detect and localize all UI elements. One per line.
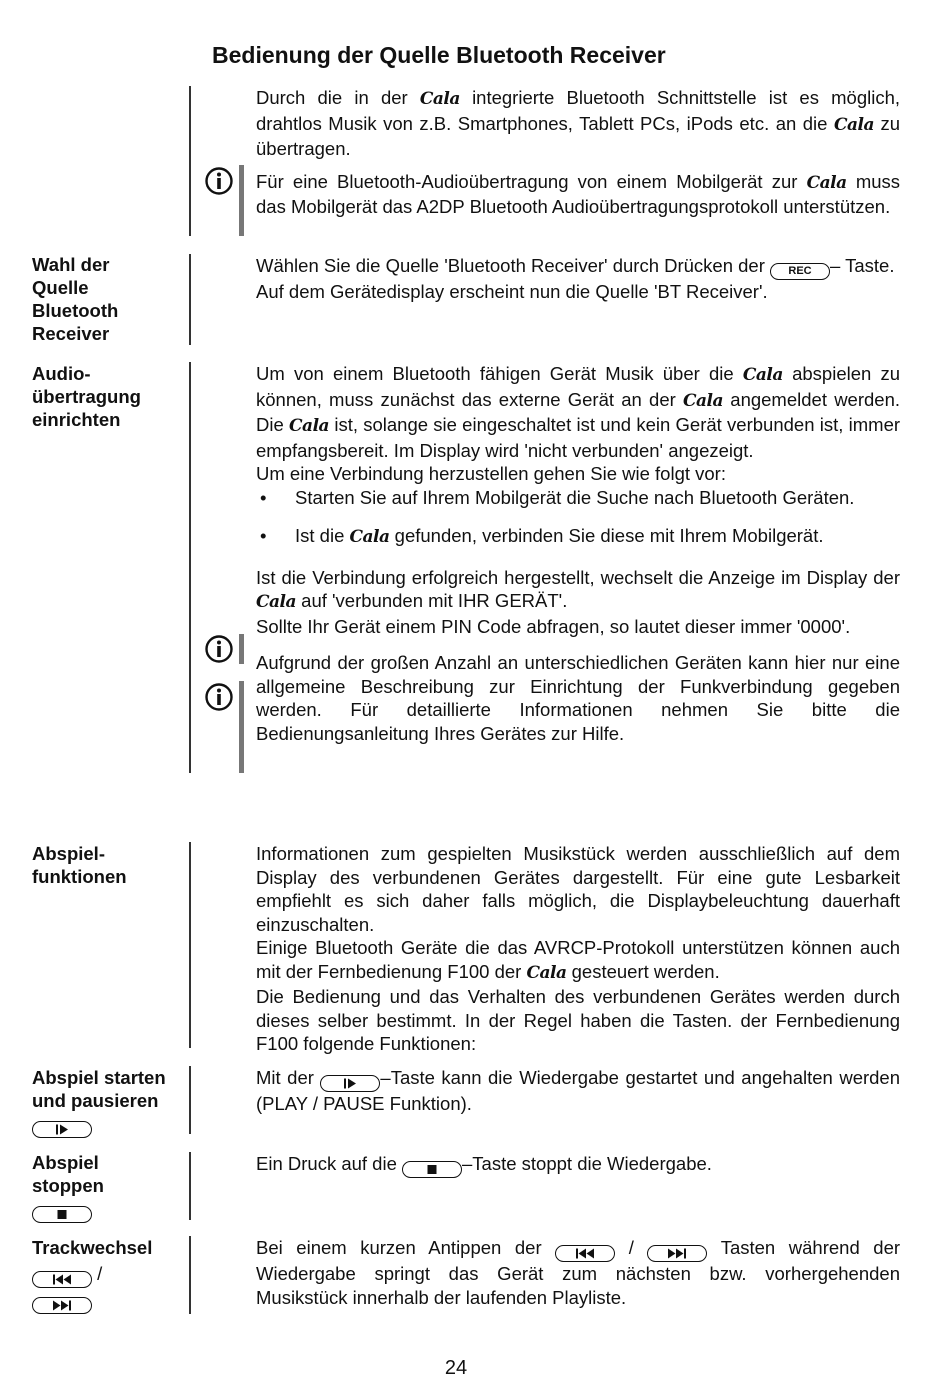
cala-logo: Cala	[419, 89, 460, 109]
play-pause-key	[320, 1075, 380, 1092]
intro-text-c: zu übertragen.	[256, 112, 900, 159]
play-text	[256, 1066, 900, 1116]
skip-previous-icon	[51, 1274, 73, 1285]
heading-line: Quelle	[32, 277, 89, 298]
section-divider	[189, 362, 191, 773]
info-icon	[205, 683, 233, 711]
wahl-paragraph	[256, 254, 900, 280]
intro-note-b: muss das Mobilgerät das A2DP Bluetooth Audioübertragungsprotokoll unterstützen.	[256, 170, 901, 217]
skip-previous-icon	[574, 1248, 596, 1259]
rec-key: REC	[770, 263, 830, 280]
info-icon	[205, 635, 233, 663]
section-divider	[189, 1152, 191, 1220]
track-text	[256, 1236, 900, 1309]
wahl-text-b: – Taste.	[830, 255, 895, 276]
cala-logo: Cala	[806, 172, 847, 193]
play-pause-icon	[54, 1124, 70, 1135]
section-divider	[189, 86, 191, 236]
stop-text-a: Ein Druck auf die	[256, 1153, 397, 1174]
heading-line: übertragung	[32, 386, 141, 407]
audio-text: auf 'verbunden mit IHR GERÄT'.	[301, 590, 568, 611]
note-bar	[239, 165, 244, 236]
audio-text	[256, 362, 900, 745]
bullet-icon: •	[260, 525, 267, 546]
audio-paragraph	[256, 362, 900, 462]
slash: /	[97, 1263, 103, 1284]
cala-logo: Cala	[833, 114, 874, 135]
section-divider	[189, 254, 191, 345]
heading-abspielfunktionen	[32, 842, 127, 888]
audio-paragraph-2: Um eine Verbindung herzustellen gehen Sie wie folgt vor:	[256, 463, 726, 484]
heading-line: Bluetooth	[32, 300, 119, 321]
abspiel-paragraph: Informationen zum gespielten Musikstück werden ausschließlich auf dem Display des verbundenen Gerätes dargestellt. Für eine gute Lesbarkeit empfiehlt es sich daher falls möglich, die Displaybeleuchtung dauerhaft einzuschalten.	[256, 843, 900, 935]
heading-play	[32, 1066, 166, 1138]
stop-text	[256, 1152, 900, 1178]
list-item	[256, 486, 900, 510]
heading-line: Wahl der	[32, 254, 110, 275]
heading-line: Abspiel-	[32, 843, 105, 864]
heading-line: Abspiel	[32, 1152, 99, 1173]
heading-line: und pausieren	[32, 1090, 159, 1111]
cala-logo: Cala	[289, 416, 330, 436]
page-title: Bedienung der Quelle Bluetooth Receiver	[212, 42, 666, 68]
intro-paragraph	[256, 86, 900, 161]
slash: /	[628, 1237, 634, 1258]
abspiel-text-a: Einige Bluetooth Geräte die das AVRCP-Protokoll unterstützen können auch mit der Fernbedienung F100 der	[256, 937, 900, 982]
skip-next-icon	[51, 1300, 73, 1311]
heading-line: einrichten	[32, 409, 121, 430]
note-bar	[239, 634, 244, 664]
track-text-b: Tasten während der Wiedergabe springt das Gerät zum nächsten bzw. vorhergehenden Musikstück innerhalb der laufenden Playliste.	[256, 1237, 901, 1308]
track-text-a: Bei einem kurzen Antippen der	[256, 1237, 542, 1258]
stop-text-b: –Taste stoppt die Wiedergabe.	[462, 1153, 712, 1174]
wahl-paragraph-2: Auf dem Gerätedisplay erscheint nun die Quelle 'BT Receiver'.	[256, 281, 768, 302]
section-divider	[189, 1236, 191, 1314]
audio-text: Ist die Verbindung erfolgreich hergestellt, wechselt die Anzeige im Display der	[256, 566, 900, 588]
intro-text-b: integrierte Bluetooth Schnittstelle ist es möglich, drahtlos Musik von z.B. Smartphones, Tablett PCs, iPods etc. an die	[256, 87, 901, 134]
skip-next-key	[647, 1245, 707, 1262]
cala-logo: Cala	[742, 365, 783, 385]
info-icon	[205, 167, 233, 195]
device-note: Aufgrund der großen Anzahl an unterschiedlichen Geräten kann hier nur eine allgemeine Beschreibung zur Einrichtung der Funkverbindung gegeben werden. Für detaillierte Informationen nehmen Sie bitte die Bedienungsanleitung Ihres Gerätes zur Hilfe.	[256, 652, 900, 744]
section-divider	[189, 842, 191, 1048]
audio-text-d: ist, solange sie eingeschaltet ist und kein Gerät verbunden ist, immer empfangsbereit. Im Display wird 'nicht verbunden' angezeigt.	[256, 414, 901, 461]
audio-text-a: Um von einem Bluetooth fähigen Gerät Musik über die	[256, 363, 734, 384]
skip-previous-key	[32, 1271, 92, 1288]
heading-line: Abspiel starten	[32, 1067, 166, 1088]
heading-wahl	[32, 253, 118, 345]
play-text-a: Mit der	[256, 1067, 314, 1088]
cala-logo: Cala	[526, 962, 567, 983]
abspielfunktionen-text	[256, 842, 900, 1056]
section-divider	[189, 1066, 191, 1134]
stop-icon	[426, 1164, 438, 1175]
audio-paragraph-3	[256, 566, 900, 615]
pin-note: Sollte Ihr Gerät einem PIN Code abfragen, so lautet dieser immer '0000'.	[256, 615, 851, 637]
audio-text-c: angemeldet werden. Die	[256, 388, 901, 435]
intro-note-a: Für eine Bluetooth-Audioübertragung von einem Mobilgerät zur	[256, 170, 798, 192]
heading-line: Audio-	[32, 363, 91, 384]
intro-text	[256, 86, 900, 219]
stop-paragraph	[256, 1152, 900, 1178]
page-number: 24	[444, 1357, 468, 1379]
heading-line: stoppen	[32, 1175, 104, 1196]
bullet-icon: •	[260, 486, 267, 508]
play-pause-icon	[342, 1078, 358, 1089]
heading-line: funktionen	[32, 866, 127, 887]
play-pause-key	[32, 1121, 92, 1138]
list-item	[256, 524, 900, 550]
list-item-text: gefunden, verbinden Sie diese mit Ihrem Mobilgerät.	[394, 525, 824, 546]
stop-key	[32, 1206, 92, 1223]
steps-list	[256, 486, 900, 550]
heading-stop	[32, 1151, 104, 1223]
audio-text-b: abspielen zu können, muss zunächst das externe Gerät an der	[256, 363, 901, 410]
stop-key	[402, 1161, 462, 1178]
abspiel-paragraph-2	[256, 936, 900, 985]
abspiel-paragraph-3: Die Bedienung und das Verhalten des verbundenen Gerätes werden durch dieses selber bestimmt. In der Regel haben die Tasten. der Fernbedienung F100 folgende Funktionen:	[256, 986, 900, 1054]
list-item-text: Ist die	[295, 525, 345, 546]
skip-next-key	[32, 1297, 92, 1314]
heading-audio	[32, 362, 141, 431]
cala-logo: Cala	[349, 527, 390, 547]
list-item-text: Starten Sie auf Ihrem Mobilgerät die Suche nach Bluetooth Geräten.	[295, 486, 855, 508]
intro-text-a: Durch die in der	[256, 87, 408, 108]
intro-note	[256, 170, 900, 219]
heading-line: Receiver	[32, 323, 110, 344]
skip-previous-key	[555, 1245, 615, 1262]
track-key-row	[32, 1262, 152, 1288]
play-text-b: –Taste kann die Wiedergabe gestartet und angehalten werden (PLAY / PAUSE Funktion).	[256, 1067, 901, 1114]
skip-next-icon	[666, 1248, 688, 1259]
wahl-text	[256, 254, 900, 304]
play-paragraph	[256, 1066, 900, 1116]
cala-logo: Cala	[683, 390, 724, 411]
abspiel-text-b: gesteuert werden.	[571, 960, 720, 982]
heading-track	[32, 1236, 152, 1314]
heading-line: Trackwechsel	[32, 1237, 153, 1258]
note-bar	[239, 681, 244, 773]
wahl-text-a: Wählen Sie die Quelle 'Bluetooth Receiver' durch Drücken der	[256, 255, 765, 276]
stop-icon	[56, 1209, 68, 1220]
track-paragraph	[256, 1236, 900, 1309]
cala-logo: Cala	[256, 592, 297, 612]
